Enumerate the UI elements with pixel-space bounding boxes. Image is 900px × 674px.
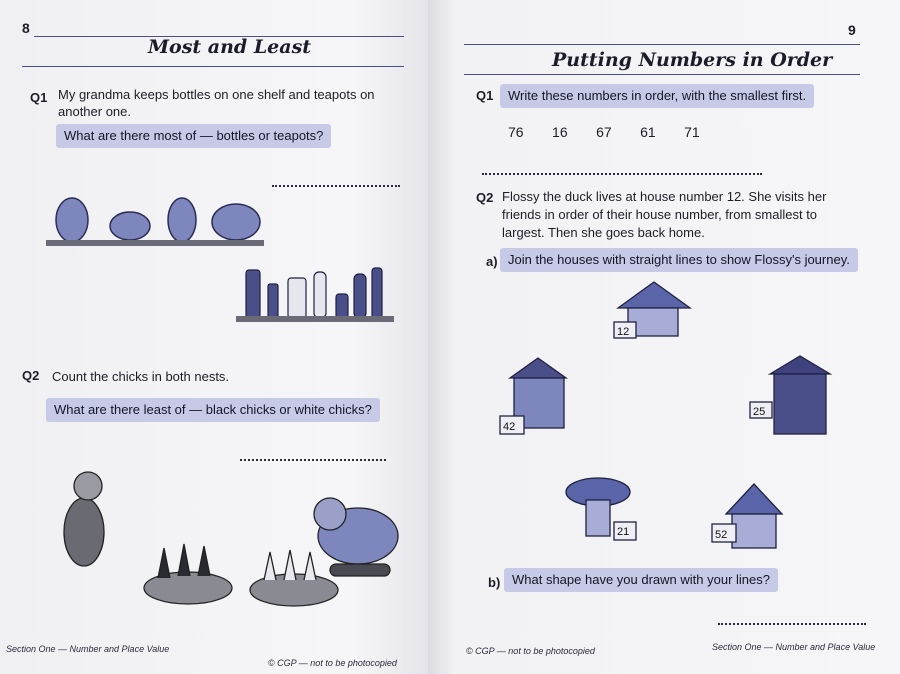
house-12: [614, 282, 690, 338]
house-52: [712, 484, 782, 548]
footer-section: Section One — Number and Place Value: [6, 644, 170, 654]
teapot-icon: [110, 212, 150, 240]
teapot-icon: [56, 198, 88, 242]
bottle-icon: [288, 278, 306, 318]
question-text: My grandma keeps bottles on one shelf and teapots on: [58, 87, 375, 102]
number-list: [508, 124, 724, 142]
chick-icon: [264, 550, 316, 580]
question-number: Q1: [30, 90, 48, 105]
shelf: [46, 240, 264, 246]
shelf: [236, 316, 394, 322]
number-item: 76: [508, 124, 524, 140]
part-label: b): [488, 575, 501, 590]
bottle-icon: [268, 284, 278, 318]
question-band: Write these numbers in order, with the smallest first.: [500, 84, 814, 108]
bottle-icon: [354, 274, 366, 318]
svg-text:21: 21: [617, 526, 630, 538]
part-label: a): [486, 254, 498, 269]
bottle-icon: [246, 270, 260, 318]
question-band: What shape have you drawn with your lines?: [504, 568, 778, 592]
answer-line[interactable]: [240, 458, 386, 461]
question-band: What are there least of — black chicks or white chicks?: [46, 398, 380, 422]
svg-text:25: 25: [753, 406, 766, 418]
birds-illustration: [40, 462, 420, 612]
question-band: Join the houses with straight lines to show Flossy's journey.: [500, 248, 858, 272]
number-item: 67: [596, 124, 612, 140]
chick-icon: [158, 544, 210, 578]
number-item: 71: [684, 124, 700, 140]
house-42: [500, 358, 566, 434]
bottle-icon: [314, 272, 326, 318]
question-band: What are there most of — bottles or teapots?: [56, 124, 331, 148]
question-text: largest. Then she goes back home.: [502, 225, 705, 240]
title-rule-top: [464, 44, 860, 45]
question-number: Q2: [476, 190, 494, 205]
question-text: Count the chicks in both nests.: [52, 369, 230, 384]
answer-line[interactable]: [718, 622, 866, 625]
svg-text:12: 12: [617, 326, 630, 338]
page-number: 8: [22, 20, 30, 36]
page-number: 9: [848, 22, 856, 38]
house-21: [566, 478, 636, 540]
house-25: [750, 356, 830, 434]
left-page: [0, 0, 442, 674]
question-number: Q2: [22, 368, 40, 383]
question-text: another one.: [58, 104, 132, 119]
bird-icon: [64, 498, 104, 566]
nest-icon: [144, 572, 232, 604]
question-text: friends in order of their house number, from smallest to: [502, 207, 818, 222]
footer-copyright: © CGP — not to be photocopied: [466, 646, 595, 656]
teapot-icon: [168, 198, 196, 242]
question-number: Q1: [476, 88, 494, 103]
page-title: Putting Numbers in Order: [552, 49, 833, 71]
svg-text:42: 42: [503, 421, 516, 433]
answer-line[interactable]: [272, 184, 400, 187]
teapot-icon: [212, 204, 260, 240]
number-item: 61: [640, 124, 656, 140]
footer-section: Section One — Number and Place Value: [712, 642, 876, 652]
bottle-icon: [372, 268, 382, 318]
teapots-illustration: [46, 182, 266, 252]
right-page: [428, 0, 900, 674]
question-text: Flossy the duck lives at house number 12. She visits her: [502, 189, 827, 204]
number-item: 16: [552, 124, 568, 140]
bottle-icon: [336, 294, 348, 318]
title-rule-bottom: [22, 66, 404, 67]
answer-line[interactable]: [482, 172, 762, 175]
footer-copyright: © CGP — not to be photocopied: [268, 658, 397, 668]
bottles-illustration: [236, 258, 396, 326]
page-title: Most and Least: [148, 36, 312, 58]
houses-illustration: [488, 278, 868, 568]
svg-text:52: 52: [715, 529, 728, 541]
title-rule-bottom: [464, 74, 860, 75]
